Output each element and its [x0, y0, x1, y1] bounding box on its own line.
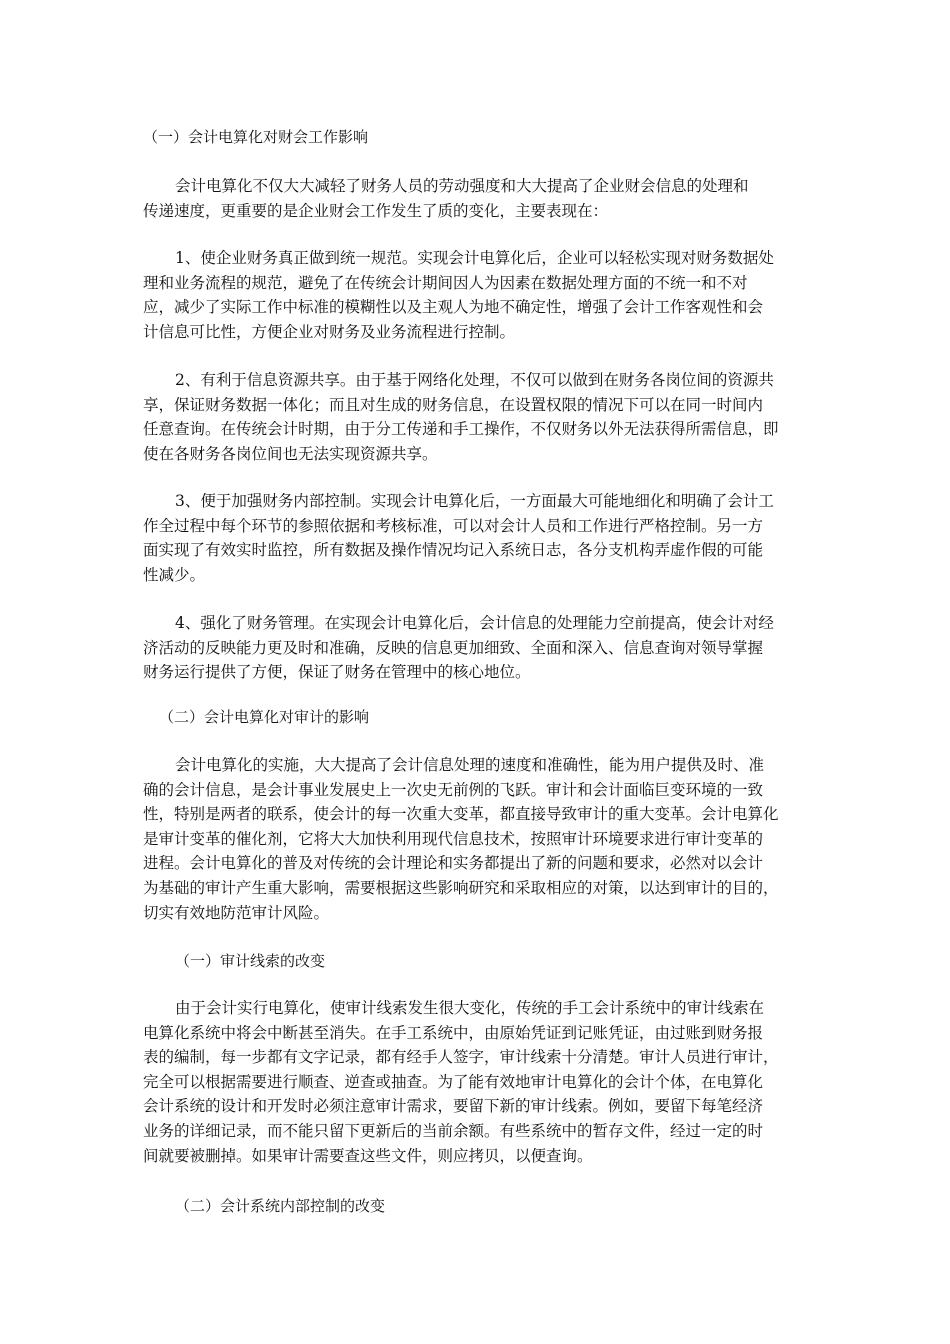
- point-4-paragraph: [143, 611, 815, 685]
- text-line: 面实现了有效实时监控，所有数据及操作情况均记入系统日志，各分支机构弄虚作假的可能: [143, 541, 764, 560]
- subsection-heading-1: （一）审计线索的改变: [175, 952, 326, 970]
- text-line: 为基础的审计产生重大影响，需要根据这些影响研究和采取相应的对策，以达到审计的目的，: [143, 878, 779, 897]
- section1-intro-paragraph: [143, 174, 815, 223]
- text-line: 4、强化了财务管理。在实现会计电算化后，会计信息的处理能力空前提高，使会计对经: [175, 614, 774, 632]
- point-3-paragraph: [143, 489, 815, 587]
- text-line: 济活动的反映能力更及时和准确，反映的信息更加细致、全面和深入、信息查询对领导掌握: [143, 638, 764, 657]
- text-line: 会计电算化的实施，大大提高了会计信息处理的速度和准确性，能为用户提供及时、准: [175, 756, 765, 774]
- subsection-heading-2: （二）会计系统内部控制的改变: [175, 1197, 386, 1215]
- point-2-paragraph: [143, 368, 815, 466]
- section-heading-2: （二）会计电算化对审计的影响: [159, 708, 370, 726]
- text-line: 是审计变革的催化剂，它将大大加快利用现代信息技术，按照审计环境要求进行审计变革的: [143, 829, 764, 848]
- text-line: 电算化系统中将会中断甚至消失。在手工系统中，由原始凭证到记账凭证，由过账到财务报: [143, 1023, 764, 1042]
- text-line: 业务的详细记录，而不能只留下更新后的当前余额。有些系统中的暂存文件，经过一定的时: [143, 1121, 764, 1140]
- section-heading-1: （一）会计电算化对财会工作影响: [143, 128, 369, 146]
- text-line: 确的会计信息，是会计事业发展史上一次史无前例的飞跃。审计和会计面临巨变环境的一致: [143, 780, 764, 799]
- point-1-paragraph: [143, 246, 815, 344]
- section2-intro-paragraph: [143, 753, 815, 925]
- text-line: 2、有利于信息资源共享。由于基于网络化处理，不仅可以做到在财务各岗位间的资源共: [175, 371, 774, 389]
- text-line: 任意查询。在传统会计时期，由于分工传递和手工操作，不仅财务以外无法获得所需信息，即: [143, 420, 779, 439]
- text-line: 使在各财务各岗位间也无法实现资源共享。: [143, 444, 438, 463]
- text-line: 1、使企业财务真正做到统一规范。实现会计电算化后，企业可以轻松实现对财务数据处: [175, 249, 774, 267]
- text-line: 进程。会计电算化的普及对传统的会计理论和实务都提出了新的问题和要求，必然对以会计: [143, 854, 764, 873]
- text-line: 传递速度，更重要的是企业财会工作发生了质的变化，主要表现在：: [143, 201, 609, 220]
- text-line: 性减少。: [143, 565, 206, 584]
- text-line: 理和业务流程的规范，避免了在传统会计期间因人为因素在数据处理方面的不统一和不对: [143, 273, 748, 292]
- text-line: 由于会计实行电算化，使审计线索发生很大变化，传统的手工会计系统中的审计线索在: [175, 999, 765, 1017]
- text-line: 3、便于加强财务内部控制。实现会计电算化后，一方面最大可能地细化和明确了会计工: [175, 492, 774, 510]
- text-line: 作全过程中每个环节的参照依据和考核标准，可以对会计人员和工作进行严格控制。另一方: [143, 516, 764, 535]
- text-line: 会计系统的设计和开发时必须注意审计需求，要留下新的审计线索。例如，要留下每笔经济: [143, 1097, 764, 1116]
- text-line: 完全可以根据需要进行顺查、逆查或抽查。为了能有效地审计电算化的会计个体，在电算化: [143, 1072, 764, 1091]
- text-line: 享，保证财务数据一体化；而且对生成的财务信息，在设置权限的情况下可以在同一时间内: [143, 395, 764, 414]
- text-line: 性，特别是两者的联系，使会计的每一次重大变革，都直接导致审计的重大变革。会计电算化: [143, 805, 779, 824]
- text-line: 应，减少了实际工作中标准的模糊性以及主观人为地不确定性，增强了会计工作客观性和会: [143, 298, 764, 317]
- text-line: 计信息可比性，方便企业对财务及业务流程进行控制。: [143, 322, 516, 341]
- text-line: 会计电算化不仅大大减轻了财务人员的劳动强度和大大提高了企业财会信息的处理和: [175, 177, 749, 195]
- text-line: 切实有效地防范审计风险。: [143, 903, 330, 922]
- audit-trail-paragraph: [143, 996, 815, 1168]
- text-line: 表的编制，每一步都有文字记录，都有经手人签字，审计线索十分清楚。审计人员进行审计，: [143, 1048, 779, 1067]
- text-line: 间就要被删掉。如果审计需要查这些文件，则应拷贝，以便查询。: [143, 1146, 593, 1165]
- text-line: 财务运行提供了方便，保证了财务在管理中的核心地位。: [143, 663, 531, 682]
